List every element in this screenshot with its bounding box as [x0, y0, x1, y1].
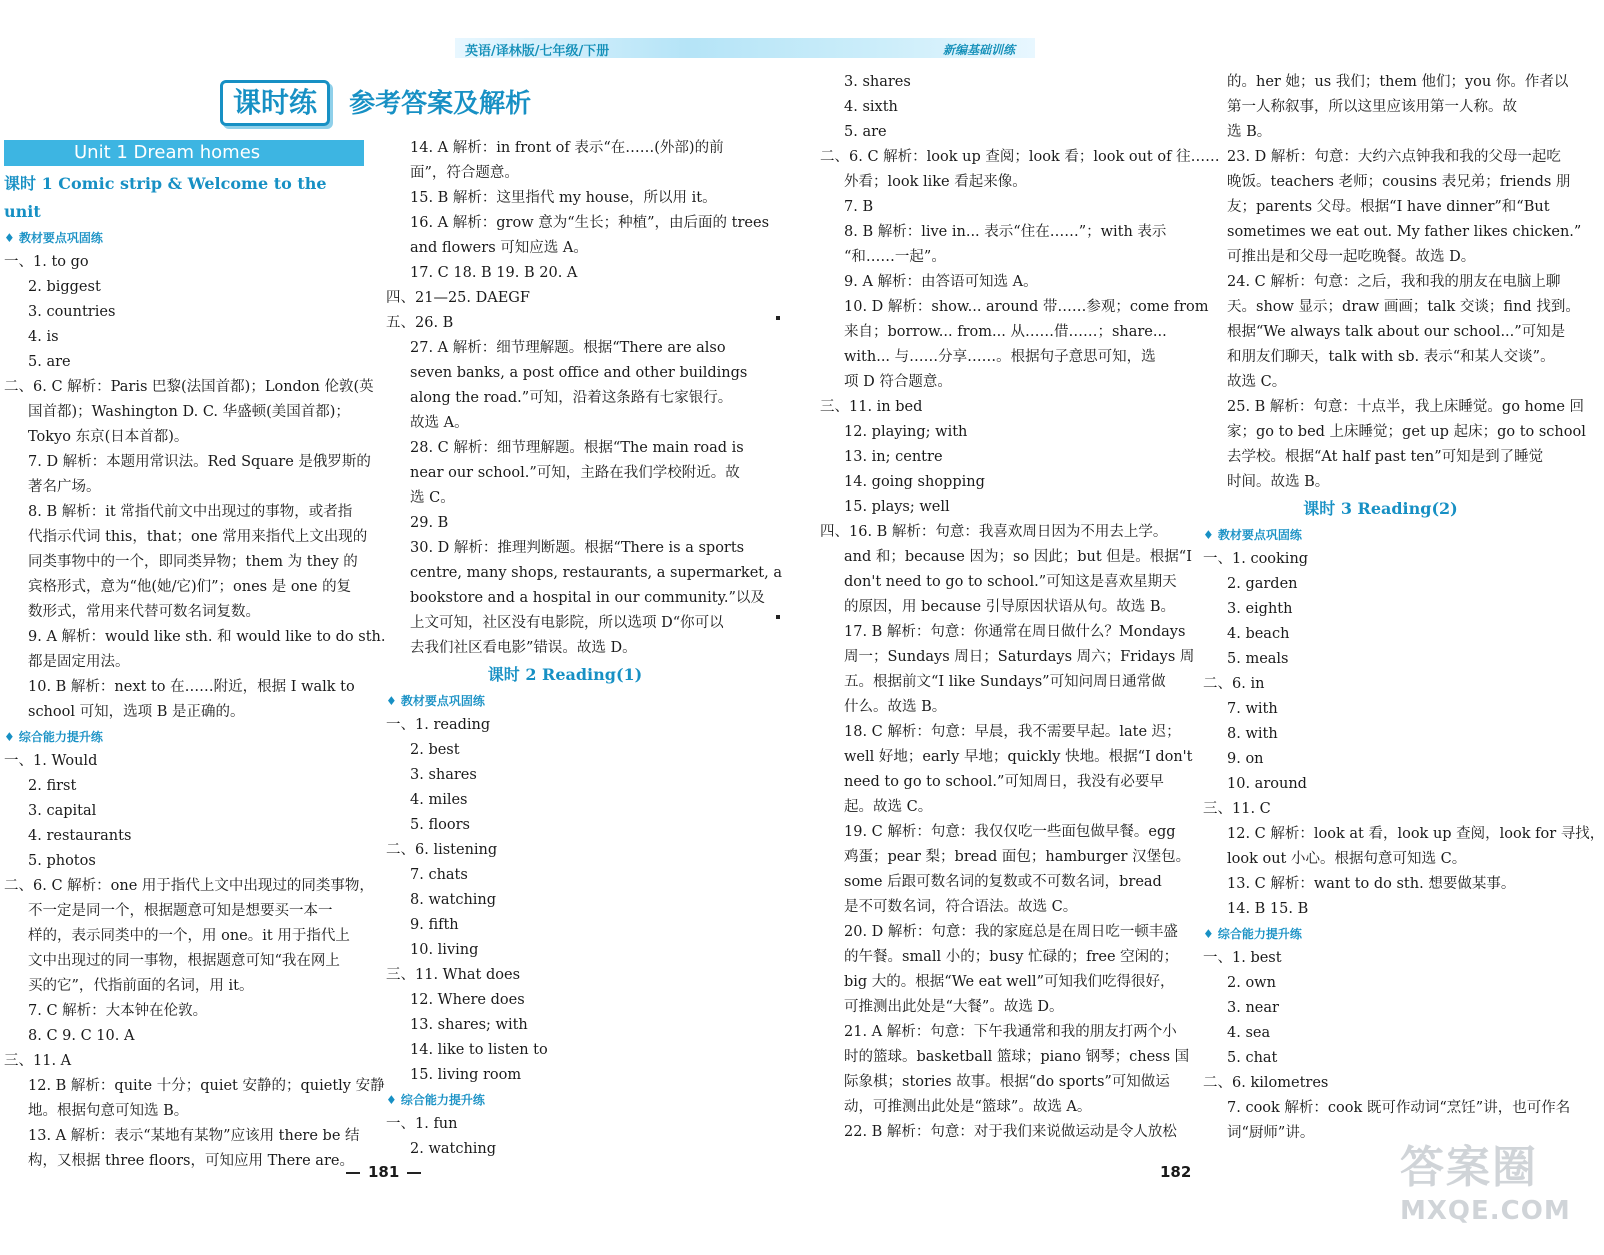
answer-line: 际象棋；stories 故事。根据“do sports”可知做运 — [844, 1074, 1170, 1090]
answer-line: 5. are — [28, 354, 71, 370]
page-number-left: 181 — [338, 1163, 429, 1181]
answer-line: 5. chat — [1227, 1050, 1278, 1066]
answer-line: 面”，符合题意。 — [410, 165, 519, 181]
answer-line: 外看；look like 看起来像。 — [844, 174, 1027, 190]
answer-line: 29. B — [410, 515, 449, 531]
answer-line: 四、16. B 解析：句意：我喜欢周日因为不用去上学。 — [820, 524, 1168, 540]
answer-line: 上文可知，社区没有电影院，所以选项 D“你可以 — [410, 615, 724, 631]
answer-line: 文中出现过的同一事物，根据题意可知“我在网上 — [28, 953, 340, 969]
answer-line: 14. like to listen to — [410, 1042, 548, 1058]
answer-line: 10. B 解析：next to 在……附近，根据 I walk to — [28, 679, 355, 695]
answer-line: 宾格形式，意为“他(她/它)们”；ones 是 one 的复 — [28, 579, 352, 595]
answer-line: 15. living room — [410, 1067, 522, 1083]
answer-line: 一、1. cooking — [1203, 551, 1309, 567]
answer-line: 可推出是和父母一起吃晚餐。故选 D。 — [1227, 249, 1476, 265]
answer-line: 构，又根据 three floors，可知应用 There are。 — [28, 1153, 354, 1169]
answer-line: 家；go to bed 上床睡觉；get up 起床；go to school — [1227, 424, 1586, 440]
answer-line: look out 小心。根据句意可知选 C。 — [1227, 851, 1467, 867]
answer-line: 买的它”，代指前面的名词，用 it。 — [28, 978, 254, 994]
answer-line: 第一人称叙事，所以这里应该用第一人称。故 — [1227, 99, 1517, 115]
column-1 — [4, 140, 386, 1174]
section-heading: ♦ 教材要点巩固练 — [386, 694, 485, 708]
answer-line: 8. with — [1227, 726, 1278, 742]
answer-line: 故选 A。 — [410, 415, 469, 431]
header-series-name: 新编基础训练 — [942, 43, 1015, 57]
answer-line: 28. C 解析：细节理解题。根据“The main road is — [410, 440, 744, 456]
answer-line: 3. countries — [28, 304, 116, 320]
answer-line: 10. D 解析：show... around 带……参观；come from — [844, 299, 1209, 315]
answer-line: 4. restaurants — [28, 828, 132, 844]
answer-line: 2. first — [28, 778, 77, 794]
answer-line: 根据“We always talk about our school...”可知是 — [1227, 324, 1566, 340]
answer-line: 的午餐。small 小的；busy 忙碌的；free 空闲的； — [844, 949, 1179, 965]
watermark-logo — [1400, 1140, 1590, 1240]
section-heading: ♦ 综合能力提升练 — [1203, 927, 1302, 941]
answer-line: 友；parents 父母。根据“I have dinner”和“But — [1227, 199, 1550, 215]
answer-line: 4. is — [28, 329, 59, 345]
answer-line: 16. A 解析：grow 意为“生长；种植”，由后面的 trees — [410, 215, 770, 231]
margin-mark — [776, 316, 780, 320]
answer-line: big 大的。根据“We eat well”可知我们吃得很好， — [844, 974, 1175, 990]
answer-line: 2. biggest — [28, 279, 101, 295]
answer-line: along the road.”可知，沿着这条路有七家银行。 — [410, 390, 733, 406]
answer-line: 三、11. What does — [386, 967, 521, 983]
column-2 — [386, 136, 782, 1162]
section-heading: ♦ 教材要点巩固练 — [1203, 528, 1302, 542]
answer-line: 8. C 9. C 10. A — [28, 1028, 135, 1044]
answer-line: 7. C 解析：大本钟在伦敦。 — [28, 1003, 208, 1019]
answer-line: 和朋友们聊天，talk with sb. 表示“和某人交谈”。 — [1227, 349, 1555, 365]
answer-line: 天。show 显示；draw 画画；talk 交谈；find 找到。 — [1227, 299, 1580, 315]
answer-line: 27. A 解析：细节理解题。根据“There are also — [410, 340, 726, 356]
answer-line: 14. B 15. B — [1227, 901, 1309, 917]
column-3 — [820, 70, 1220, 1145]
answer-line: don't need to go to school.”可知这是喜欢星期天 — [844, 574, 1177, 590]
answer-line: near our school.”可知，主路在我们学校附近。故 — [410, 465, 740, 481]
answer-line: well 好地；early 早地；quickly 快地。根据“I don't — [844, 749, 1193, 765]
answer-line: 7. B — [844, 199, 874, 215]
answer-line: 二、6. listening — [386, 842, 498, 858]
answer-line: 4. sea — [1227, 1025, 1271, 1041]
answer-line: 一、1. reading — [386, 717, 491, 733]
answer-line: 3. shares — [844, 74, 911, 90]
answer-line: some 后跟可数名词的复数或不可数名词，bread — [844, 874, 1162, 890]
answer-line: 14. going shopping — [844, 474, 985, 490]
answer-line: 同类事物中的一个，即同类异物；them 为 they 的 — [28, 554, 358, 570]
answer-line: 时间。故选 B。 — [1227, 474, 1330, 490]
unit-banner: Unit 1 Dream homes — [4, 140, 364, 166]
header-book-info: 英语/译林版/七年级/下册 — [465, 44, 610, 59]
answer-line: and 和；because 因为；so 因此；but 但是。根据“I — [844, 549, 1192, 565]
answer-line: 19. C 解析：句意：我仅仅吃一些面包做早餐。egg — [844, 824, 1176, 840]
answer-line: 晚饭。teachers 老师；cousins 表兄弟；friends 朋 — [1227, 174, 1571, 190]
answer-line: 代指示代词 this，that；one 常用来指代上文出现的 — [28, 529, 368, 545]
lesson-heading: 课时 1 Comic strip & Welcome to the unit — [4, 174, 327, 221]
column-4 — [1203, 70, 1604, 1146]
answer-line: 7. cook 解析：cook 既可作动词“烹饪”讲，也可作名 — [1227, 1100, 1571, 1116]
answer-line: 5. photos — [28, 853, 96, 869]
answer-line: 5. meals — [1227, 651, 1289, 667]
answer-line: 国首都)；Washington D. C. 华盛顿(美国首都)； — [28, 404, 350, 420]
answer-line: 的。her 她；us 我们；them 他们；you 你。作者以 — [1227, 74, 1569, 90]
answer-line: 5. are — [844, 124, 887, 140]
answer-line: 二、6. C 解析：Paris 巴黎(法国首都)；London 伦敦(英 — [4, 379, 374, 395]
answer-line: 17. B 解析：句意：你通常在周日做什么？Mondays — [844, 624, 1186, 640]
answer-line: 什么。故选 B。 — [844, 699, 947, 715]
answer-line: 13. shares; with — [410, 1017, 528, 1033]
answer-line: 来自；borrow... from... 从……借……；share... — [844, 324, 1167, 340]
answer-line: 去学校。根据“At half past ten”可知是到了睡觉 — [1227, 449, 1544, 465]
answer-line: 4. sixth — [844, 99, 898, 115]
answer-line: 鸡蛋；pear 梨；bread 面包；hamburger 汉堡包。 — [844, 849, 1191, 865]
answer-line: 去我们社区看电影”错误。故选 D。 — [410, 640, 637, 656]
answer-line: 8. B 解析：live in... 表示“住在……”；with 表示 — [844, 224, 1167, 240]
answer-line: 二、6. in — [1203, 676, 1265, 692]
answer-line: need to go to school.”可知周日，我没有必要早 — [844, 774, 1164, 790]
answer-line: 一、1. to go — [4, 254, 89, 270]
answer-line: 周一；Sundays 周日；Saturdays 周六；Fridays 周 — [844, 649, 1195, 665]
answer-line: and flowers 可知应选 A。 — [410, 240, 588, 256]
answer-line: 故选 C。 — [1227, 374, 1287, 390]
answer-line: 24. C 解析：句意：之后，我和我的朋友在电脑上聊 — [1227, 274, 1561, 290]
answer-line: 9. A 解析：would like sth. 和 would like to do sth. — [28, 629, 386, 645]
answer-line: 8. watching — [410, 892, 497, 908]
title-text: 参考答案及解析 — [349, 89, 532, 119]
answer-line: 一、1. fun — [386, 1116, 458, 1132]
answer-line: 选 B。 — [1227, 124, 1272, 140]
answer-line: 7. with — [1227, 701, 1278, 717]
answer-line: 12. C 解析：look at 看，look up 查阅，look for 寻找， — [1227, 826, 1604, 842]
answer-line: 2. garden — [1227, 576, 1298, 592]
answer-line: 一、1. Would — [4, 753, 98, 769]
answer-line: 二、6. C 解析：one 用于指代上文中出现过的同类事物， — [4, 878, 374, 894]
answer-line: 数形式，常用来代替可数名词复数。 — [28, 604, 260, 620]
answer-line: 地。根据句意可知选 B。 — [28, 1103, 189, 1119]
answer-line: 22. B 解析：句意：对于我们来说做运动是令人放松 — [844, 1124, 1177, 1140]
section-heading: ♦ 综合能力提升练 — [386, 1093, 485, 1107]
margin-mark — [776, 615, 780, 619]
column-2-content — [386, 136, 782, 1162]
page-number-right: 182 — [1160, 1163, 1192, 1181]
answer-line: 三、11. A — [4, 1053, 72, 1069]
lesson-heading: 课时 3 Reading(2) — [1303, 499, 1458, 518]
answer-line: 30. D 解析：推理判断题。根据“There is a sports — [410, 540, 745, 556]
answer-line: 2. best — [410, 742, 460, 758]
answer-line: 10. living — [410, 942, 479, 958]
answer-line: 动，可推测出此处是“篮球”。故选 A。 — [844, 1099, 1092, 1115]
answer-line: 9. A 解析：由答语可知选 A。 — [844, 274, 1038, 290]
answer-line: 3. eighth — [1227, 601, 1293, 617]
answer-line: 14. A 解析：in front of 表示“在……(外部)的前 — [410, 140, 724, 156]
column-3-content — [820, 70, 1220, 1145]
answer-line: 12. B 解析：quite 十分；quiet 安静的；quietly 安静 — [28, 1078, 385, 1094]
answer-line: 二、6. kilometres — [1203, 1075, 1329, 1091]
answer-line: 13. C 解析：want to do sth. 想要做某事。 — [1227, 876, 1516, 892]
answer-line: 五。根据前文“I like Sundays”可知问周日通常做 — [844, 674, 1166, 690]
answer-line: 12. playing; with — [844, 424, 968, 440]
answer-line: 可推测出此处是“大餐”。故选 D。 — [844, 999, 1064, 1015]
answer-line: 3. capital — [28, 803, 97, 819]
answer-line: 不一定是同一个，根据题意可知是想要买一本一 — [28, 903, 333, 919]
answer-line: 样的，表示同类中的一个，用 one。it 用于指代上 — [28, 928, 350, 944]
answer-line: 7. chats — [410, 867, 468, 883]
title-box: 课时练 — [220, 80, 330, 126]
answer-line: 时的篮球。basketball 篮球；piano 钢琴；chess 国 — [844, 1049, 1190, 1065]
answer-line: 10. around — [1227, 776, 1307, 792]
answer-line: 20. D 解析：句意：我的家庭总是在周日吃一顿丰盛 — [844, 924, 1178, 940]
answer-line: 5. floors — [410, 817, 470, 833]
answer-line: 三、11. in bed — [820, 399, 923, 415]
answer-line: 3. near — [1227, 1000, 1279, 1016]
section-heading: ♦ 综合能力提升练 — [4, 730, 103, 744]
answer-line: 五、26. B — [386, 315, 454, 331]
column-4-content — [1203, 70, 1604, 1146]
column-1-content — [4, 170, 386, 1174]
answer-line: 17. C 18. B 19. B 20. A — [410, 265, 578, 281]
page-title — [220, 80, 531, 126]
answer-line: 都是固定用法。 — [28, 654, 130, 670]
answer-line: 选 C。 — [410, 490, 455, 506]
answer-line: sometimes we eat out. My father likes chicken.” — [1227, 224, 1582, 240]
answer-line: 4. miles — [410, 792, 468, 808]
answer-line: 9. fifth — [410, 917, 459, 933]
answer-line: “和……一起”。 — [844, 249, 946, 265]
answer-line: 一、1. best — [1203, 950, 1282, 966]
section-heading: ♦ 教材要点巩固练 — [4, 231, 103, 245]
answer-line: 著名广场。 — [28, 479, 101, 495]
answer-line: bookstore and a hospital in our community.”以及 — [410, 590, 765, 606]
answer-line: 3. shares — [410, 767, 477, 783]
answer-line: 起。故选 C。 — [844, 799, 933, 815]
watermark-top: 答案圈 — [1400, 1142, 1538, 1193]
answer-line: 13. A 解析：表示“某地有某物”应该用 there be 结 — [28, 1128, 360, 1144]
answer-line: centre, many shops, restaurants, a supermarket, a — [410, 565, 782, 581]
answer-line: 25. B 解析：句意：十点半，我上床睡觉。go home 回 — [1227, 399, 1585, 415]
answer-line: 15. plays; well — [844, 499, 950, 515]
answer-line: 项 D 符合题意。 — [844, 374, 952, 390]
answer-line: 词“厨师”讲。 — [1227, 1125, 1315, 1141]
answer-line: seven banks, a post office and other buildings — [410, 365, 748, 381]
answer-line: 9. on — [1227, 751, 1264, 767]
answer-line: 18. C 解析：句意：早晨，我不需要早起。late 迟； — [844, 724, 1181, 740]
answer-line: 7. D 解析：本题用常识法。Red Square 是俄罗斯的 — [28, 454, 371, 470]
answer-line: 的原因，用 because 引导原因状语从句。故选 B。 — [844, 599, 1175, 615]
lesson-heading: 课时 2 Reading(1) — [487, 665, 643, 684]
answer-line: 二、6. C 解析：look up 查阅；look 看；look out of 往…… — [820, 149, 1220, 165]
answer-line: 8. B 解析：it 常指代前文中出现过的事物，或者指 — [28, 504, 353, 520]
answer-line: 四、21—25. DAEGF — [386, 290, 530, 306]
answer-line: 13. in; centre — [844, 449, 943, 465]
answer-line: 2. watching — [410, 1141, 497, 1157]
answer-line: 21. A 解析：句意：下午我通常和我的朋友打两个小 — [844, 1024, 1177, 1040]
answer-line: 2. own — [1227, 975, 1276, 991]
answer-line: 12. Where does — [410, 992, 525, 1008]
answer-line: 23. D 解析：句意：大约六点钟我和我的父母一起吃 — [1227, 149, 1561, 165]
watermark-bottom: MXQE.COM — [1400, 1196, 1571, 1226]
answer-line: with... 与……分享……。根据句子意思可知，选 — [844, 349, 1156, 365]
answer-line: school 可知，选项 B 是正确的。 — [28, 704, 245, 720]
answer-line: 三、11. C — [1203, 801, 1271, 817]
answer-line: Tokyo 东京(日本首都)。 — [28, 429, 189, 445]
answer-line: 是不可数名词，符合语法。故选 C。 — [844, 899, 1078, 915]
answer-line: 15. B 解析：这里指代 my house，所以用 it。 — [410, 190, 717, 206]
running-header — [455, 38, 1035, 58]
answer-line: 4. beach — [1227, 626, 1290, 642]
